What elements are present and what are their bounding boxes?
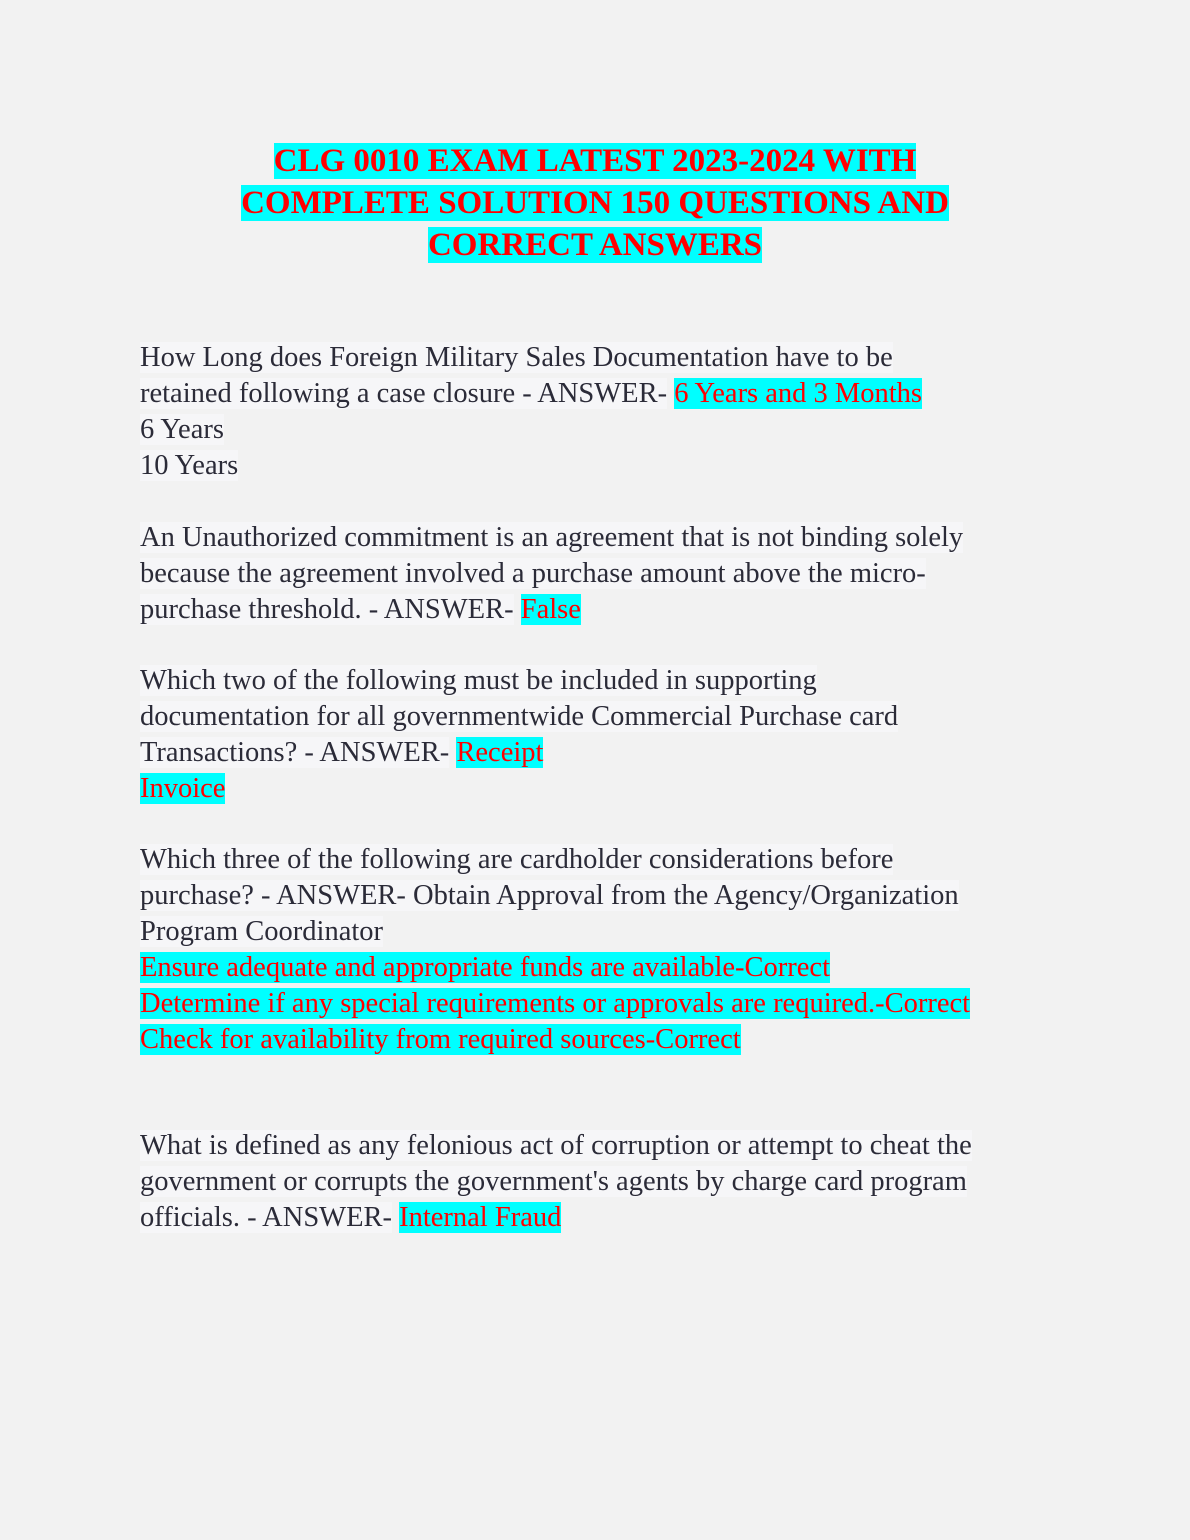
question-5-text-line-1: What is defined as any felonious act of corruption or attempt to cheat the bbox=[140, 1130, 972, 1161]
question-1-option-2: 6 Years bbox=[140, 414, 224, 445]
question-1-option-3: 10 Years bbox=[140, 450, 239, 481]
question-3 bbox=[140, 663, 1060, 807]
question-5 bbox=[140, 1128, 1060, 1236]
question-5-text-line-2: government or corrupts the government's agents by charge card program bbox=[140, 1166, 967, 1197]
question-3-answer-1: Receipt bbox=[456, 737, 544, 768]
document-title bbox=[140, 140, 1050, 266]
question-4-answer-3: Check for availability from required sources-Correct bbox=[140, 1024, 741, 1055]
question-1-text-line-2: retained following a case closure - ANSWER- bbox=[140, 378, 668, 409]
question-5-answer: Internal Fraud bbox=[399, 1202, 562, 1233]
question-2-text-line-1: An Unauthorized commitment is an agreement that is not binding solely bbox=[140, 522, 964, 553]
question-1-text-line-1: How Long does Foreign Military Sales Documentation have to be bbox=[140, 342, 893, 373]
question-2 bbox=[140, 520, 1060, 628]
question-3-text-line-3: Transactions? - ANSWER- bbox=[140, 737, 450, 768]
question-4-text-line-1: Which three of the following are cardholder considerations before bbox=[140, 844, 894, 875]
title-line-2: COMPLETE SOLUTION 150 QUESTIONS AND bbox=[241, 185, 949, 221]
question-4-answer-1: Ensure adequate and appropriate funds are available-Correct bbox=[140, 952, 830, 983]
title-line-1: CLG 0010 EXAM LATEST 2023-2024 WITH bbox=[273, 143, 917, 179]
question-2-answer: False bbox=[520, 594, 581, 625]
question-4-text-line-2: purchase? - ANSWER- Obtain Approval from the Agency/Organization bbox=[140, 880, 959, 911]
question-3-answer-2: Invoice bbox=[140, 773, 226, 804]
question-2-text-line-3: purchase threshold. - ANSWER- bbox=[140, 594, 514, 625]
question-5-text-line-3: officials. - ANSWER- bbox=[140, 1202, 392, 1233]
title-line-3: CORRECT ANSWERS bbox=[427, 227, 763, 263]
question-1 bbox=[140, 340, 1060, 484]
question-3-text-line-2: documentation for all governmentwide Commercial Purchase card bbox=[140, 701, 899, 732]
question-4 bbox=[140, 842, 1060, 1058]
question-3-text-line-1: Which two of the following must be included in supporting bbox=[140, 665, 817, 696]
question-4-answer-2: Determine if any special requirements or approvals are required.-Correct bbox=[140, 988, 971, 1019]
question-1-answer: 6 Years and 3 Months bbox=[674, 378, 923, 409]
question-2-text-line-2: because the agreement involved a purchase amount above the micro- bbox=[140, 558, 926, 589]
question-4-text-line-3: Program Coordinator bbox=[140, 916, 384, 947]
